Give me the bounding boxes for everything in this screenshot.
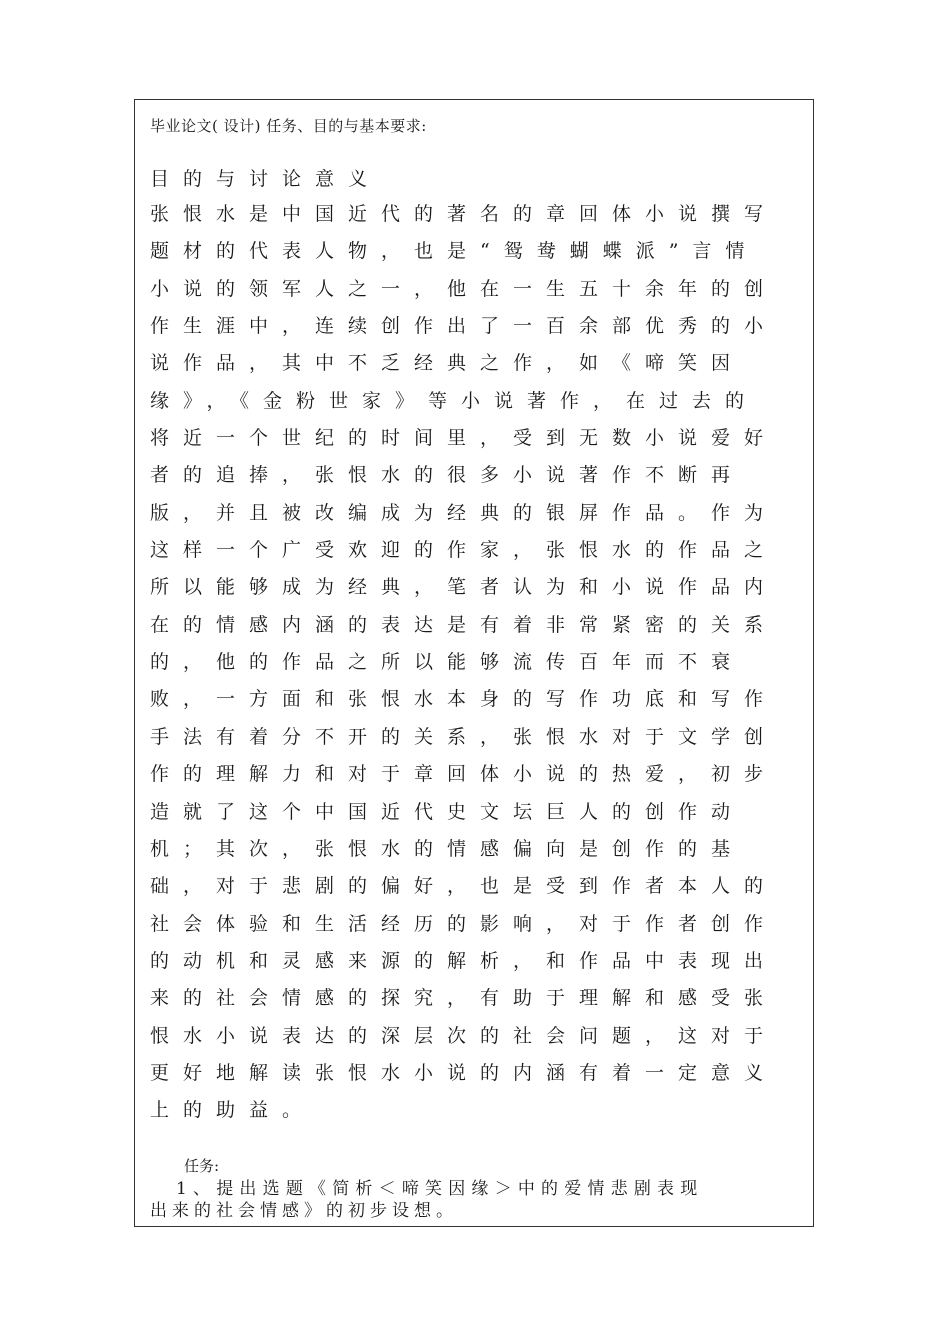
body-line: 作的理解力和对于章回体小说的热爱，初步 [150,763,778,786]
body-line: 的，他的作品之所以能够流传百年而不衰 [150,651,745,674]
form-heading: 毕业论文( 设计) 任务、目的与基本要求: [150,117,427,135]
body-line: 手法有着分不开的关系，张恨水对于文学创 [150,725,778,748]
body-paragraph [150,196,790,1130]
body-line: 恨水小说表达的深层次的社会问题，这对于 [150,1024,778,1047]
body-line: 造就了这个中国近代史文坛巨人的创作动 [150,800,745,823]
body-line: 础，对于悲剧的偏好，也是受到作者本人的 [150,875,778,898]
body-line: 者的追捧，张恨水的很多小说著作不断再 [150,464,745,487]
body-line: 机；其次，张恨水的情感偏向是创作的基 [150,837,745,860]
task-item-line: 出来的社会情感》的初步设想。 [150,1201,458,1221]
task-label: 任务: [184,1157,220,1175]
section-title: 目的与讨论意义 [150,168,382,190]
body-line: 更好地解读张恨水小说的内涵有着一定意义 [150,1061,778,1084]
body-line: 社会体验和生活经历的影响，对于作者创作 [150,912,778,935]
body-line: 张恨水是中国近代的著名的章回体小说撰写 [150,203,778,225]
body-line: 版，并且被改编成为经典的银屏作品。作为 [150,501,778,524]
body-line: 这样一个广受欢迎的作家，张恨水的作品之 [150,539,778,562]
task-item-line: 1、提出选题《简析＜啼笑因缘＞中的爱情悲剧表现 [176,1179,704,1199]
body-line: 的动机和灵感来源的解析，和作品中表现出 [150,949,778,972]
body-line: 题材的代表人物，也是“鸳鸯蝴蝶派”言情 [150,240,759,263]
body-line: 所以能够成为经典，笔者认为和小说作品内 [150,576,778,599]
task-item-1 [150,1178,805,1222]
body-line: 来的社会情感的探究，有助于理解和感受张 [150,987,778,1010]
body-line: 将近一个世纪的时间里，受到无数小说爱好 [150,427,778,450]
body-line: 缘》，《金粉世家》等小说著作，在过去的 [150,389,759,412]
body-line: 作生涯中，连续创作出了一百余部优秀的小 [150,315,778,338]
body-line: 小说的领军人之一，他在一生五十余年的创 [150,277,778,300]
body-line: 上的助益。 [150,1099,316,1122]
body-line: 说作品，其中不乏经典之作，如《啼笑因 [150,352,745,375]
body-line: 败，一方面和张恨水本身的写作功底和写作 [150,688,778,711]
body-line: 在的情感内涵的表达是有着非常紧密的关系 [150,613,778,636]
